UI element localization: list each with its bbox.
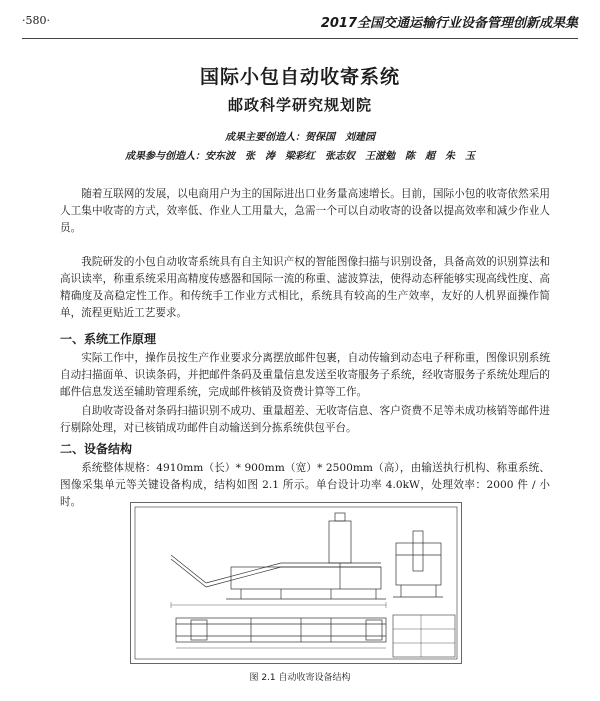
participants: 成果参与创造人：安东波 张 涛 梁彩红 张志奴 王滋勉 陈 超 朱 玉 [125, 151, 475, 162]
page-number: ·580· [22, 14, 50, 27]
section-1-paragraph-2: 自助收寄设备对条码扫描识别不成功、重量超差、无收寄信息、客户资费不足等未成功核销等邮件进行剔除处理，对已核销成功邮件自动输送到分拣系统供包平台。 [60, 405, 550, 434]
section-1-heading: 一、系统工作原理 [60, 332, 157, 346]
article-title: 国际小包自动收寄系统 [199, 66, 400, 88]
page-header [22, 12, 578, 39]
intro-paragraph-1: 随着互联网的发展，以电商用户为主的国际进出口业务量高速增长。目前，国际小包的收寄依然采用人工集中收寄的方式，效率低、作业人工用量大，急需一个可以自动收寄的设备以提高效率和减少作业人员。 [60, 188, 550, 234]
equipment-structure-drawing [130, 502, 462, 664]
section-2-heading: 二、设备结构 [60, 442, 133, 456]
journal-title: 2017全国交通运输行业设备管理创新成果集 [320, 16, 578, 31]
figure-caption: 图 2.1 自动收寄设备结构 [249, 673, 351, 683]
organization-name: 邮政科学研究规划院 [227, 96, 372, 114]
technical-drawing [131, 503, 461, 663]
section-1-paragraph-1: 实际工作中，操作员按生产作业要求分离摆放邮件包裹，自动传输到动态电子秤称重，图像识别系统自动扫描面单、识读条码，并把邮件条码及重量信息发送至收寄服务子系统，经收寄服务子系统处理后的邮件信息发送至辅助管理系统，完成邮件核销及资费计算等工作。 [60, 352, 550, 398]
intro-paragraph-2: 我院研发的小包自动收寄系统具有自主知识产权的智能图像扫描与识别设备，具备高效的识别算法和高识读率，称重系统采用高精度传感器和国际一流的称重、滤波算法，使得动态秤能够实现高线性度、高精确度及高稳定性工作。和传统手工作业方式相比，系统具有较高的生产效率，友好的人机界面操作简单，流程更贴近工艺要求。 [60, 256, 550, 319]
section-2-paragraph-1: 系统整体规格：4910mm（长）* 900mm（宽）* 2500mm（高），由输送执行机构、称重系统、图像采集单元等关键设备构成，结构如图 2.1 所示。单台设计功率 4.0kW，处理效率：2000 件 / 小时。 [60, 462, 550, 508]
main-creators: 成果主要创造人：贺保国 刘建园 [225, 132, 375, 143]
